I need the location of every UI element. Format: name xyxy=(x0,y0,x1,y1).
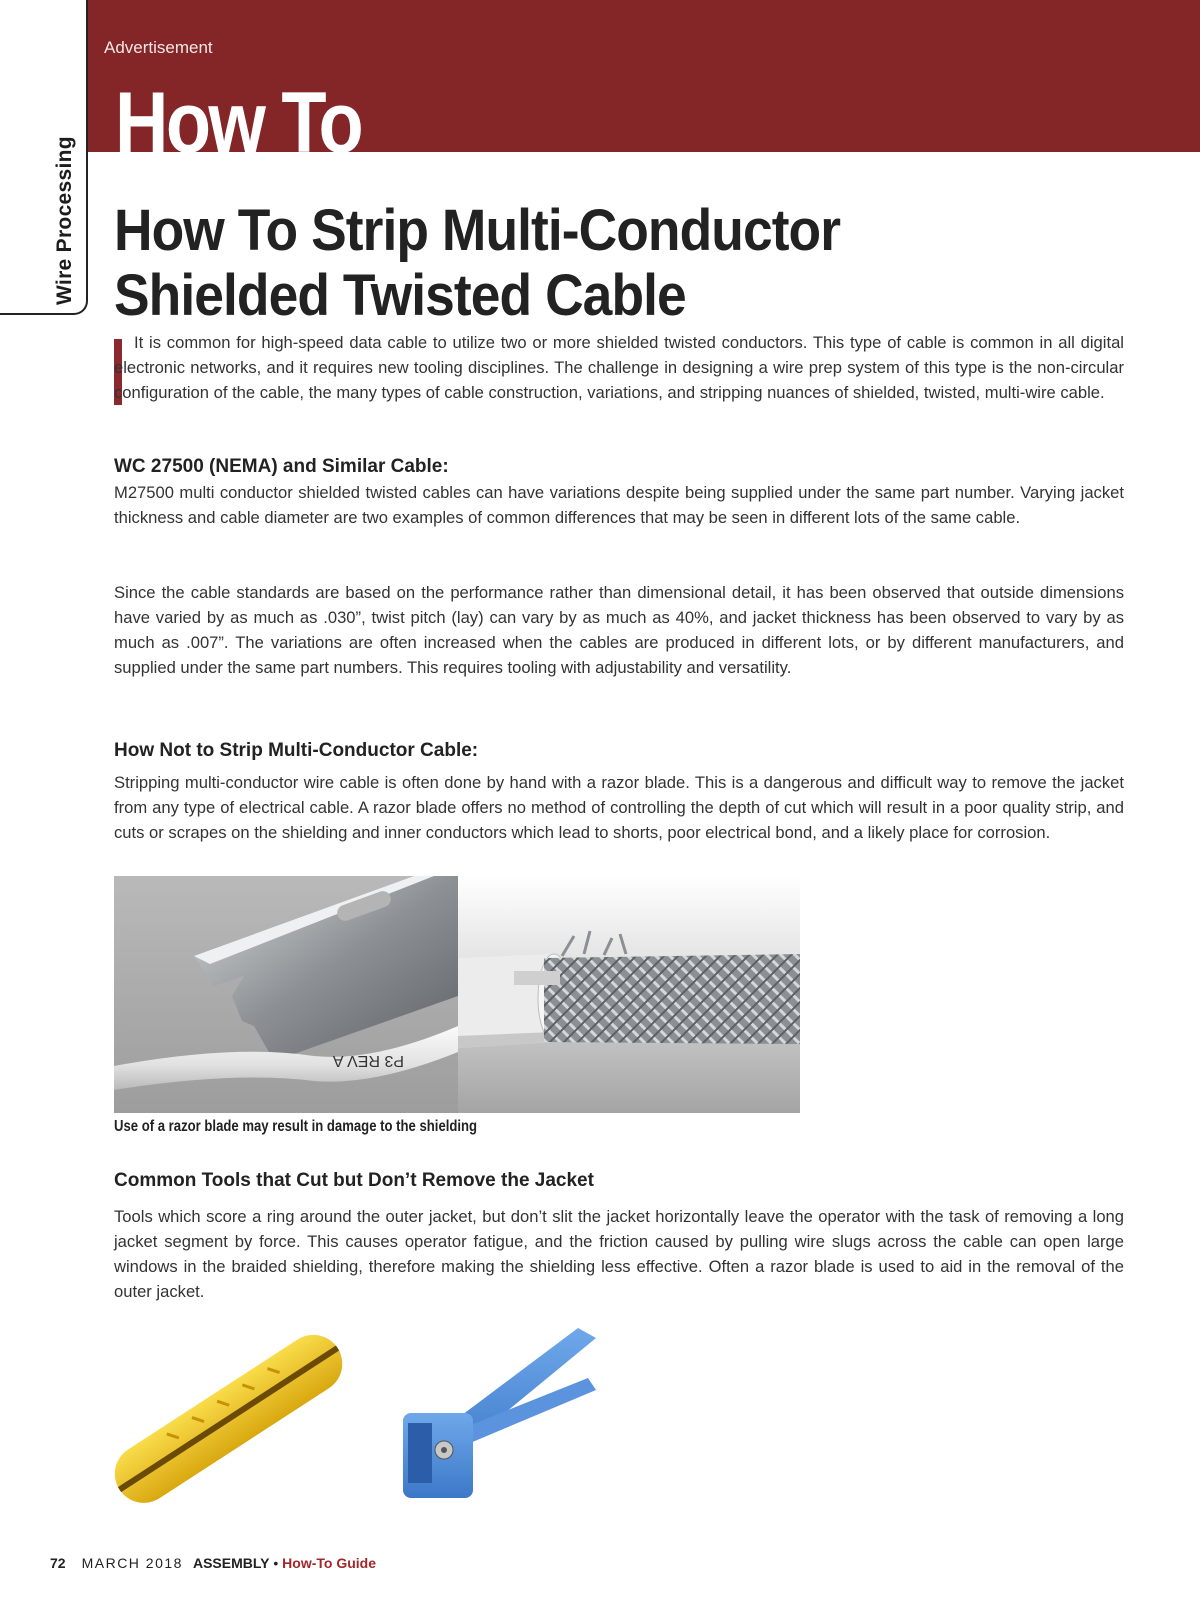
article-title-line2: Shielded Twisted Cable xyxy=(114,263,686,328)
article-title-line1: How To Strip Multi-Conductor xyxy=(114,198,841,263)
section-heading-how-not: How Not to Strip Multi-Conductor Cable: xyxy=(114,740,479,761)
section-heading-common-tools: Common Tools that Cut but Don’t Remove the Jacket xyxy=(114,1170,594,1191)
razor-blade-photo xyxy=(114,876,458,1113)
razor-blade-photos xyxy=(114,876,800,1113)
stripping-tools-illustration xyxy=(108,1318,628,1518)
guide-name: How-To Guide xyxy=(282,1555,376,1571)
advertisement-label: Advertisement xyxy=(104,38,213,57)
cable-print: P3 REV A xyxy=(332,1052,404,1069)
banner-title: How To xyxy=(115,75,362,152)
magazine-name: ASSEMBLY xyxy=(192,1555,270,1571)
banner-title-clip xyxy=(112,0,812,152)
section3-paragraph1: Tools which score a ring around the outer jacket, but don’t slit the jacket horizontally leave the operator with the task of removing a long jacket segment by force. This causes operator fatigue, and the friction caused by pulling wire slugs across the cable can open large windows in the braided shielding, therefore making the shielding less effective. Often a razor blade is used to aid in the removal of the outer jacket. xyxy=(114,1207,1124,1301)
section1-paragraph2: Since the cable standards are based on the performance rather than dimensional detail, it has been observed that outside dimensions have varied by as much as .030”, twist pitch (lay) can vary by as much as 40%, and jacket thickness has been observed to vary by as much as .007”. The variations are often increased when the cables are produced in different lots, or by different manufacturers, and supplied under the same part numbers. This requires tooling with adjustability and versatility. xyxy=(114,583,1124,677)
photo-caption: Use of a razor blade may result in damage to the shielding xyxy=(114,1118,478,1135)
section2-paragraph1: Stripping multi-conductor wire cable is often done by hand with a razor blade. This is a dangerous and difficult way to remove the jacket from any type of electrical cable. A razor blade offers no method of controlling the depth of cut which will result in a poor quality strip, and cuts or scrapes on the shielding and inner conductors which lead to shorts, poor electrical bond, and a likely place for corrosion. xyxy=(114,773,1124,842)
section-side-label: Wire Processing xyxy=(53,136,76,305)
stripping-tools-photos xyxy=(108,1318,628,1518)
article-title xyxy=(114,198,840,328)
braided-shield-photo xyxy=(458,876,800,1113)
blue-cable-stripper xyxy=(403,1328,596,1498)
page-footer xyxy=(50,1555,376,1571)
section1-paragraph1: M27500 multi conductor shielded twisted cables can have variations despite being supplied under the same part number. Varying jacket thickness and cable diameter are two examples of common differences that may be seen in different lots of the same cable. xyxy=(114,483,1124,527)
intro-paragraph xyxy=(114,330,1124,405)
footer-separator: • xyxy=(273,1555,279,1571)
intro-text: It is common for high-speed data cable to utilize two or more shielded twisted conductors. This type of cable is common in all digital electronic networks, and it requires new tooling disciplines. The challenge in designing a wire prep system of this type is the non-circular configuration of the cable, the many types of cable construction, variations, and stripping nuances of shielded, twisted, multi-wire cable. xyxy=(114,333,1124,402)
issue-date: MARCH 2018 xyxy=(81,1555,183,1571)
yellow-cable-stripper xyxy=(108,1324,353,1514)
section-heading-wc27500: WC 27500 (NEMA) and Similar Cable: xyxy=(114,456,449,477)
razor-blade-photo-pair xyxy=(114,876,800,1113)
page-number: 72 xyxy=(50,1555,66,1571)
